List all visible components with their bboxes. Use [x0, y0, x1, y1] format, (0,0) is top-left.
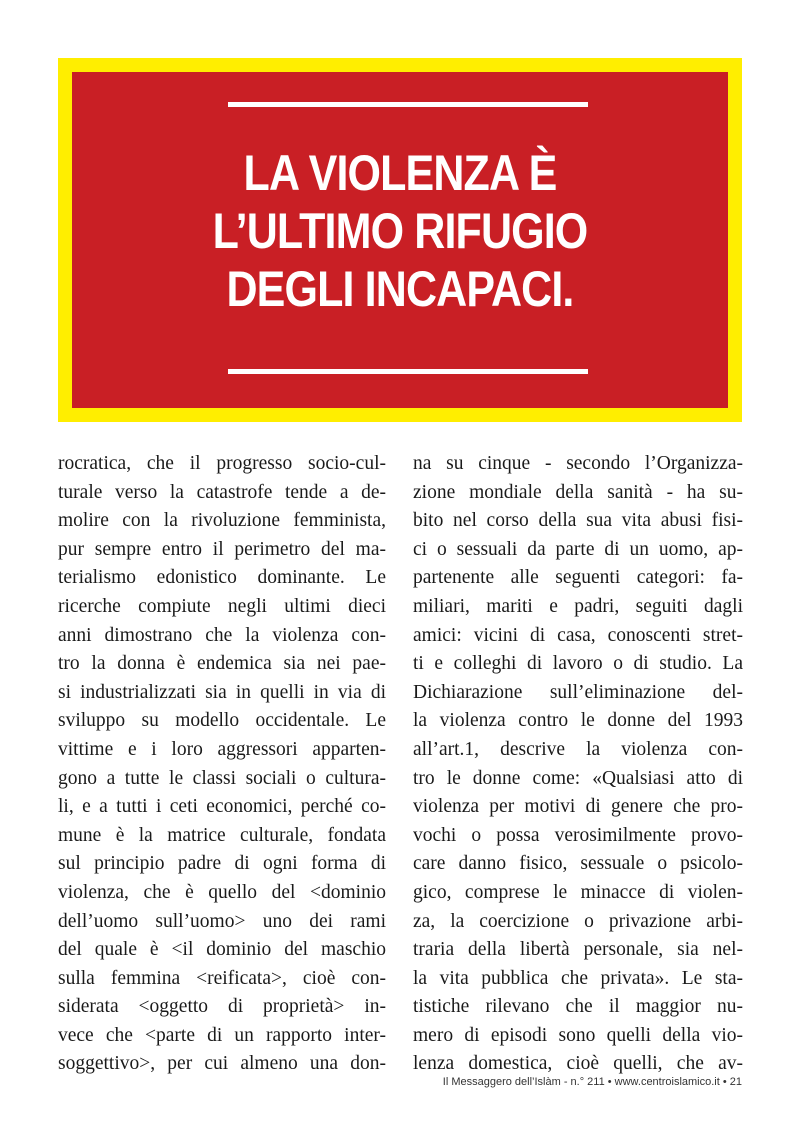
banner-headline — [118, 144, 682, 318]
text-line: violenza per motivi di genere che pro- — [413, 796, 743, 818]
text-line: vittime e i loro aggressori apparten- — [58, 738, 386, 760]
text-line: partenente alle seguenti categori: fa- — [413, 567, 743, 589]
text-line: anni dimostrano che la violenza con- — [58, 624, 386, 646]
text-line: sviluppo su modello occidentale. Le — [58, 710, 386, 732]
text-line: dell’uomo sull’uomo> uno dei rami — [58, 910, 386, 932]
text-line: zione mondiale della sanità - ha su- — [413, 481, 743, 503]
headline-line: L’ULTIMO RIFUGIO — [212, 203, 588, 259]
text-line: soggettivo>, per cui almeno una don- — [58, 1053, 386, 1075]
text-line: pur sempre entro il perimetro del ma- — [58, 538, 386, 560]
text-line: all’art.1, descrive la violenza con- — [413, 738, 743, 760]
text-line: bito nel corso della sua vita abusi fisi- — [413, 510, 743, 532]
text-line: li, e a tutti i ceti economici, perché co- — [58, 796, 386, 818]
bottom-rule — [228, 369, 588, 374]
text-line: terialismo edonistico dominante. Le — [58, 567, 386, 589]
text-line: tro la donna è endemica sia nei pae- — [58, 653, 386, 675]
text-line: ti e colleghi di lavoro o di studio. La — [413, 653, 743, 675]
text-line: lenza domestica, cioè quelli, che av- — [413, 1053, 743, 1075]
text-line: del quale è <il dominio del maschio — [58, 939, 386, 961]
top-rule — [228, 102, 588, 107]
text-line: amici: vicini di casa, conoscenti stret- — [413, 624, 743, 646]
text-line: tistiche rilevano che il maggior nu- — [413, 996, 743, 1018]
text-line: molire con la rivoluzione femminista, — [58, 510, 386, 532]
text-line: za, la coercizione o privazione arbi- — [413, 910, 743, 932]
left-text-column — [58, 450, 386, 1079]
text-line: tro le donne come: «Qualsiasi atto di — [413, 767, 743, 789]
text-line: traria della libertà personale, sia nel- — [413, 939, 743, 961]
text-line: vochi o possa verosimilmente provo- — [413, 824, 743, 846]
text-line: mero di episodi sono quelli della vio- — [413, 1024, 743, 1046]
text-line: la vita pubblica che privata». Le sta- — [413, 967, 743, 989]
text-line: miliari, mariti e padri, seguiti dagli — [413, 595, 743, 617]
text-line: vece che <parte di un rapporto inter- — [58, 1024, 386, 1046]
text-line: ricerche compiute negli ultimi dieci — [58, 595, 386, 617]
text-line: sul principio padre di ogni forma di — [58, 853, 386, 875]
text-line: violenza, che è quello del <dominio — [58, 881, 386, 903]
text-line: siderata <oggetto di proprietà> in- — [58, 996, 386, 1018]
quote-banner-panel — [72, 72, 728, 408]
text-line: Dichiarazione sull’eliminazione del- — [413, 681, 743, 703]
text-line: gico, comprese le minacce di violen- — [413, 881, 743, 903]
right-text-column — [413, 450, 743, 1079]
page-footer: Il Messaggero dell’Islàm - n.° 211 • www.centroislamico.it • 21 — [442, 1076, 742, 1088]
headline-line: DEGLI INCAPACI. — [226, 261, 574, 317]
quote-banner — [58, 58, 742, 422]
text-line: na su cinque - secondo l’Organizza- — [413, 453, 743, 474]
text-line: sulla femmina <reificata>, cioè con- — [58, 967, 386, 989]
headline-line: LA VIOLENZA È — [243, 145, 557, 201]
text-line: si industrializzati sia in quelli in via di — [58, 681, 386, 703]
text-line: la violenza contro le donne del 1993 — [413, 710, 743, 732]
text-line: ci o sessuali da parte di un uomo, ap- — [413, 538, 743, 560]
text-line: care danno fisico, sessuale o psicolo- — [413, 853, 743, 875]
text-line: rocratica, che il progresso socio-cul- — [58, 453, 386, 474]
text-line: turale verso la catastrofe tende a de- — [58, 481, 386, 503]
text-line: gono a tutte le classi sociali o cultura- — [58, 767, 386, 789]
text-line: mune è la matrice culturale, fondata — [58, 824, 386, 846]
